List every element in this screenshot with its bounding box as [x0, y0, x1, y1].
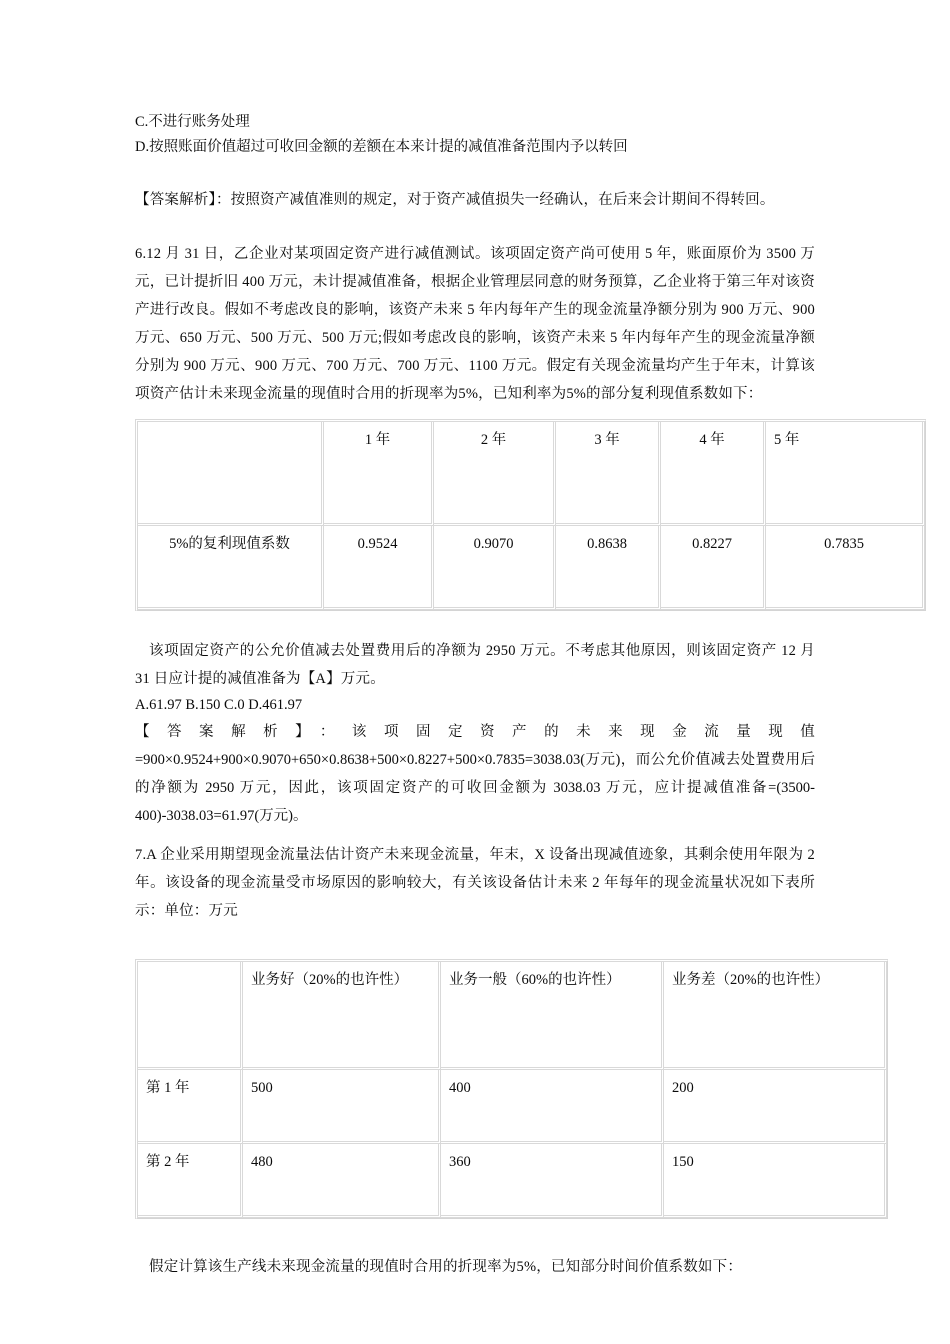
table-header-cell-year2: 2 年: [434, 422, 556, 526]
table-cell-year-label: 第 2 年: [138, 1144, 243, 1218]
table-header-cell-year4: 4 年: [661, 422, 766, 526]
question-6-body: 6.12 月 31 日，乙企业对某项固定资产进行减值测试。该项固定资产尚可使用 5 年，账面原价为 3500 万元，已计提折旧 400 万元，未计提减值准备，根据企业管理层同意的财务预算，乙企业将于第三年对该资产进行改良。假如不考虑改良的影响，该资产未来 5 年内每年产生的现金流量净额分别为 900 万元、900 万元、650 万元、500 万元、500 万元;假如考虑改良的影响，该资产未来 5 年内每年产生的现金流量净额分别为 900 万元、900 万元、700 万元、700 万元、1100 万元。假定有关现金流量均产生于年末，计算该项资产估计未来现金流量的现值时合用的折现率为5%，已知利率为5%的部分复利现值系数如下：: [135, 246, 815, 402]
table-cell-factor-year3: 0.8638: [556, 526, 661, 610]
spacer: [135, 214, 815, 240]
spacer: [135, 611, 815, 637]
table-cell-factor-year5: 0.7835: [766, 526, 925, 610]
table-header-cell-good: 业务好（20%的也许性）: [243, 962, 441, 1070]
pv-factor-table-wrap: [135, 419, 864, 611]
table-cell-normal-year2: 360: [441, 1144, 664, 1218]
spacer: [135, 408, 815, 419]
analysis-previous-question: 【答案解析】：按照资产减值准则的规定，对于资产减值损失一经确认，在后来会计期间不得转回。: [135, 192, 775, 208]
table-cell-bad-year1: 200: [664, 1070, 887, 1144]
table-row: [138, 1070, 887, 1144]
spacer: [135, 1219, 815, 1253]
table-row-header: [138, 422, 925, 526]
table-header-cell-normal: 业务一般（60%的也许性）: [441, 962, 664, 1070]
question-6-analysis-line2: =900×0.9524+900×0.9070+650×0.8638+500×0.8227+500×0.7835=3038.03(万元)，而公允价值减去处置费用后的净额为 2950 万元，因此，该项固定资产的可收回金额为 3038.03 万元，应计提减值准备=(3500-400)-3038.03=61.97(万元)。: [135, 752, 815, 824]
table-header-cell-year1: 1 年: [324, 422, 434, 526]
table-cell-normal-year1: 400: [441, 1070, 664, 1144]
cashflow-table: [135, 959, 888, 1219]
spacer: [135, 925, 815, 959]
table-header-cell-year5: 5 年: [766, 422, 925, 526]
table-header-cell-blank: [138, 422, 324, 526]
table-cell-row-label: 5%的复利现值系数: [138, 526, 324, 610]
table-cell-year-label: 第 1 年: [138, 1070, 243, 1144]
question-7-body: 7.A 企业采用期望现金流量法估计资产未来现金流量，年末，X 设备出现减值迹象，其剩余使用年限为 2 年。该设备的现金流量受市场原因的影响较大，有关该设备估计未来 2 年每年的现金流量状况如下表所示：单位：万元: [135, 847, 815, 919]
spacer: [135, 160, 815, 186]
table-cell-good-year2: 480: [243, 1144, 441, 1218]
spacer: [135, 830, 815, 841]
question-6-options: A.61.97 B.150 C.0 D.461.97: [135, 697, 303, 713]
option-c: C.不进行账务处理: [135, 114, 250, 130]
table-cell-factor-year4: 0.8227: [661, 526, 766, 610]
cashflow-table-wrap: [135, 959, 830, 1219]
table-header-cell-bad: 业务差（20%的也许性）: [664, 962, 887, 1070]
table-cell-good-year1: 500: [243, 1070, 441, 1144]
question-7-after-table: 假定计算该生产线未来现金流量的现值时合用的折现率为5%，已知部分时间价值系数如下：: [149, 1259, 743, 1275]
table-cell-factor-year1: 0.9524: [324, 526, 434, 610]
table-row: [138, 526, 925, 610]
table-header-cell-blank: [138, 962, 243, 1070]
question-6-analysis-line1: 【答案解析】：该项固定资产的未来现金流量现值: [135, 724, 815, 740]
table-cell-factor-year2: 0.9070: [434, 526, 556, 610]
option-d: D.按照账面价值超过可收回金额的差额在本来计提的减值准备范围内予以转回: [135, 139, 628, 155]
table-row-header: [138, 962, 887, 1070]
pv-factor-table: [135, 419, 926, 611]
table-cell-bad-year2: 150: [664, 1144, 887, 1218]
table-row: [138, 1144, 887, 1218]
question-6-after-table: 该项固定资产的公允价值减去处置费用后的净额为 2950 万元。不考虑其他原因，则该固定资产 12 月 31 日应计提的减值准备为【A】万元。: [135, 643, 815, 687]
table-header-cell-year3: 3 年: [556, 422, 661, 526]
